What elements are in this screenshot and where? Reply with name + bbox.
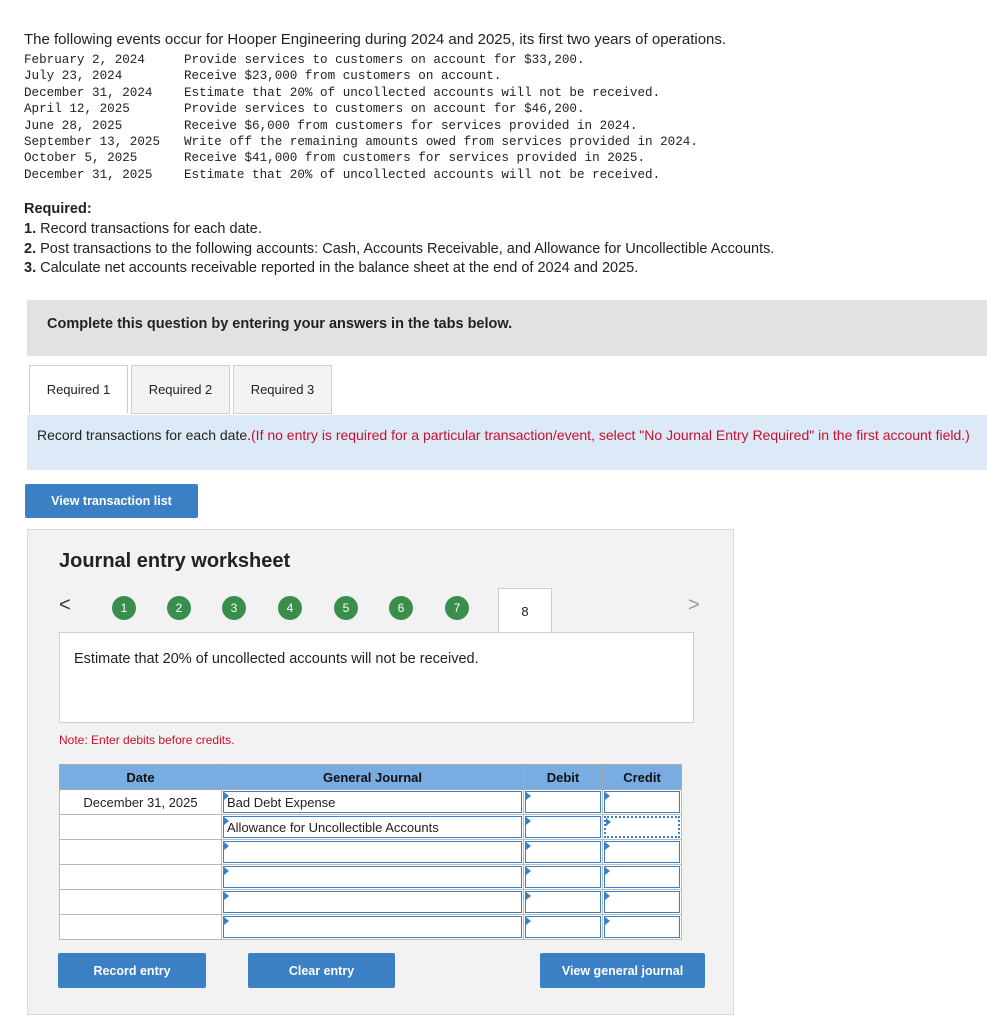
event-row (24, 101, 698, 117)
account-cell (222, 890, 524, 915)
step-5-button[interactable]: 5 (334, 596, 358, 620)
debit-input[interactable] (525, 866, 601, 888)
problem-intro: The following events occur for Hooper Engineering during 2024 and 2025, its first two years of operations. (24, 31, 727, 48)
instruction-text (37, 427, 987, 444)
chevron-right-icon[interactable]: > (688, 594, 700, 616)
debit-cell (524, 890, 603, 915)
event-date: December 31, 2024 (24, 85, 153, 100)
credit-input[interactable] (604, 791, 680, 813)
account-cell (222, 865, 524, 890)
debits-note: Note: Enter debits before credits. (59, 733, 235, 747)
required-item (24, 259, 774, 279)
banner-text: Complete this question by entering your answers in the tabs below. (47, 316, 513, 332)
debit-input[interactable] (525, 816, 601, 838)
date-cell (60, 840, 222, 865)
credit-cell (603, 840, 682, 865)
required-list (24, 220, 774, 279)
account-select[interactable]: Bad Debt Expense (223, 791, 522, 813)
required-text: Record transactions for each date. (36, 221, 262, 237)
required-number: 3. (24, 260, 37, 276)
required-number: 2. (24, 240, 37, 257)
tab-required-3[interactable]: Required 3 (233, 365, 332, 414)
debit-cell (524, 790, 603, 815)
required-number: 1. (24, 221, 37, 237)
journal-row (60, 915, 682, 940)
view-transaction-list-button[interactable]: View transaction list (25, 484, 198, 518)
event-text: Provide services to customers on account for $46,200. (184, 102, 585, 117)
debit-header: Debit (524, 765, 603, 790)
journal-entry-worksheet (27, 529, 734, 1015)
transaction-description-text: Estimate that 20% of uncollected accounts will not be received. (74, 651, 479, 667)
instruction-main: Record transactions for each date. (37, 427, 252, 443)
instructions-banner (27, 300, 987, 356)
tab-required-1[interactable]: Required 1 (29, 365, 128, 414)
step-2-button[interactable]: 2 (167, 596, 191, 620)
date-cell: December 31, 2025 (60, 790, 222, 815)
event-row (24, 118, 698, 134)
account-cell (222, 840, 524, 865)
credit-input[interactable] (604, 916, 680, 938)
event-date: October 5, 2025 (24, 151, 138, 166)
step-6-button[interactable]: 6 (389, 596, 413, 620)
view-general-journal-button[interactable]: View general journal (540, 953, 705, 988)
step-7-button[interactable]: 7 (445, 596, 469, 620)
account-select[interactable]: Allowance for Uncollectible Accounts (223, 816, 522, 838)
transaction-description (59, 632, 694, 723)
tab-required-2[interactable]: Required 2 (131, 365, 230, 414)
event-date: July 23, 2024 (24, 69, 123, 84)
step-8-tab[interactable]: 8 (498, 588, 552, 633)
credit-cell (603, 890, 682, 915)
event-text: Receive $41,000 from customers for services provided in 2025. (184, 151, 646, 166)
record-entry-button[interactable]: Record entry (58, 953, 206, 988)
instruction-note: (If no entry is required for a particular transaction/event, select "No Journal Entry Required" in the first account field.) (251, 427, 970, 443)
account-select[interactable] (223, 891, 522, 913)
required-item (24, 240, 774, 260)
event-row (24, 85, 698, 101)
credit-input[interactable] (604, 891, 680, 913)
event-date: February 2, 2024 (24, 53, 145, 67)
instruction-panel (27, 415, 987, 470)
event-date: December 31, 2025 (24, 167, 153, 182)
date-header: Date (60, 765, 222, 790)
events-list (24, 52, 698, 183)
journal-header-row (60, 765, 682, 790)
event-text: Provide services to customers on account for $33,200. (184, 53, 585, 67)
event-row (24, 68, 698, 84)
credit-input[interactable] (604, 841, 680, 863)
credit-cell (603, 790, 682, 815)
credit-cell (603, 815, 682, 840)
question-tabs (29, 365, 335, 414)
date-cell (60, 890, 222, 915)
debit-input[interactable] (525, 841, 601, 863)
worksheet-title: Journal entry worksheet (59, 550, 291, 572)
debit-input[interactable] (525, 916, 601, 938)
date-cell (60, 815, 222, 840)
date-cell (60, 915, 222, 940)
event-row (24, 150, 698, 166)
journal-row (60, 840, 682, 865)
event-row (24, 52, 698, 68)
event-date: September 13, 2025 (24, 135, 161, 150)
required-heading: Required: (24, 201, 92, 217)
journal-row (60, 815, 682, 840)
credit-input-focused[interactable] (604, 816, 680, 838)
credit-input[interactable] (604, 866, 680, 888)
clear-entry-button[interactable]: Clear entry (248, 953, 395, 988)
step-3-button[interactable]: 3 (222, 596, 246, 620)
event-row (24, 134, 698, 150)
journal-table (59, 764, 682, 940)
event-date: June 28, 2025 (24, 118, 123, 133)
account-select[interactable] (223, 866, 522, 888)
event-text: Estimate that 20% of uncollected accounts will not be received. (184, 85, 661, 100)
event-row (24, 167, 698, 183)
event-text: Write off the remaining amounts owed from services provided in 2024. (184, 135, 698, 150)
credit-header: Credit (603, 765, 682, 790)
event-text: Receive $23,000 from customers on account. (184, 69, 502, 84)
debit-cell (524, 815, 603, 840)
debit-input[interactable] (525, 791, 601, 813)
debit-cell (524, 915, 603, 940)
account-cell (222, 815, 524, 840)
date-cell (60, 865, 222, 890)
credit-cell (603, 865, 682, 890)
account-cell (222, 790, 524, 815)
required-item (24, 220, 774, 240)
event-date: April 12, 2025 (24, 102, 130, 117)
journal-row (60, 890, 682, 915)
required-text: Calculate net accounts receivable reported in the balance sheet at the end of 2024 and 2025. (36, 260, 639, 276)
step-1-button[interactable]: 1 (112, 596, 136, 620)
account-select[interactable] (223, 916, 522, 938)
credit-cell (603, 915, 682, 940)
account-select[interactable] (223, 841, 522, 863)
chevron-left-icon[interactable]: < (59, 594, 71, 616)
journal-row (60, 865, 682, 890)
event-text: Receive $6,000 from customers for services provided in 2024. (184, 118, 638, 133)
debit-input[interactable] (525, 891, 601, 913)
journal-row (60, 790, 682, 815)
debit-cell (524, 865, 603, 890)
required-text: Post transactions to the following accounts: Cash, Accounts Receivable, and Allowance for Uncollectible Accounts. (36, 240, 775, 257)
event-text: Estimate that 20% of uncollected accounts will not be received. (184, 167, 661, 182)
account-cell (222, 915, 524, 940)
debit-cell (524, 840, 603, 865)
general-journal-header: General Journal (222, 765, 524, 790)
step-4-button[interactable]: 4 (278, 596, 302, 620)
